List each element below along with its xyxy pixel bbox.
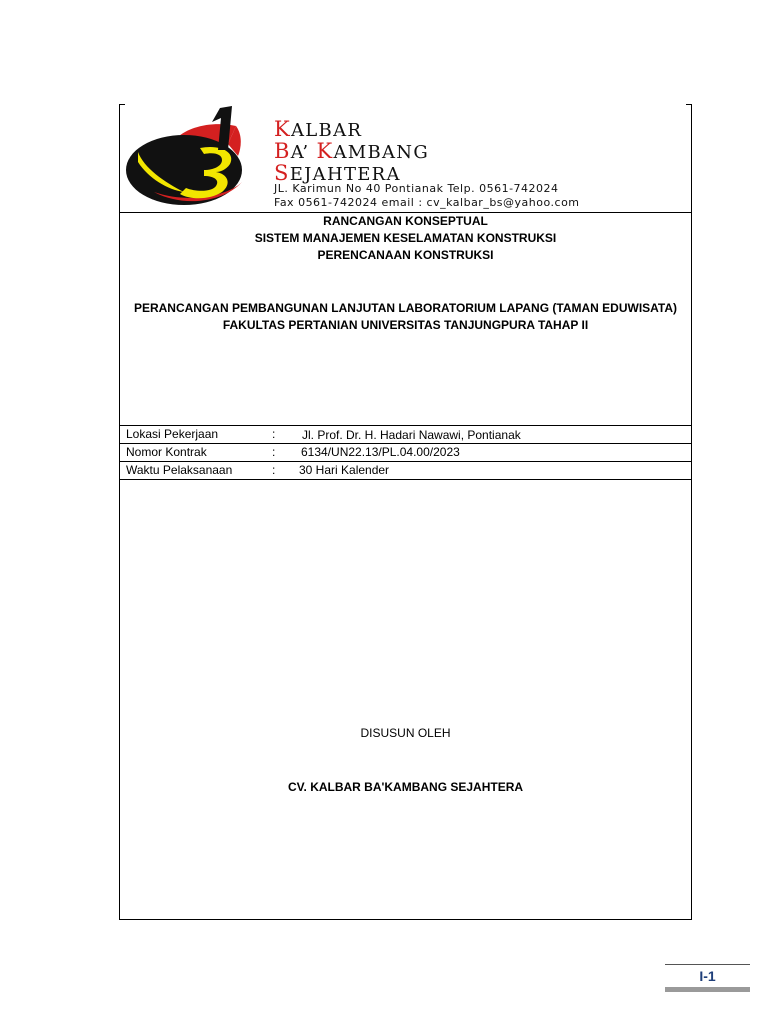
info-value: 30 Hari Kalender <box>299 463 390 477</box>
preparer-company-name: CV. KALBAR BA'KAMBANG SEJAHTERA <box>287 780 524 794</box>
page-number-box <box>665 964 750 992</box>
info-row-location <box>120 426 691 444</box>
document-title-block <box>120 213 691 264</box>
page-number: I-1 <box>699 968 716 984</box>
info-separator: : <box>272 463 276 477</box>
document-subtitle-2: PERENCANAAN KONSTRUKSI <box>317 248 494 262</box>
project-title-block <box>120 300 691 334</box>
info-label: Lokasi Pekerjaan <box>126 427 219 441</box>
document-title: RANCANGAN KONSEPTUAL <box>323 214 488 228</box>
info-label: Nomor Kontrak <box>126 445 207 459</box>
project-title: PERANCANGAN PEMBANGUNAN LANJUTAN LABORATORIUM LAPANG (TAMAN EDUWISATA) <box>133 301 678 315</box>
contact-line: Fax 0561-742024 email : cv_kalbar_bs@yahoo.com <box>274 196 580 209</box>
info-separator: : <box>272 427 276 441</box>
info-row-duration <box>120 462 691 480</box>
logotype-line-2: BA’ KAMBANG <box>274 139 430 163</box>
letterhead <box>120 104 691 213</box>
project-faculty: FAKULTAS PERTANIAN UNIVERSITAS TANJUNGPURA TAHAP II <box>222 318 589 332</box>
logotype-line-3: SEJAHTERA <box>274 161 401 185</box>
project-info-table <box>120 425 691 480</box>
page-number-rule <box>665 964 750 965</box>
info-value: Jl. Prof. Dr. H. Hadari Nawawi, Pontianak <box>302 428 521 442</box>
info-separator: : <box>272 445 276 459</box>
info-label: Waktu Pelaksanaan <box>126 463 233 477</box>
address-line: JL. Karimun No 40 Pontianak Telp. 0561-742024 <box>274 182 559 195</box>
company-address <box>274 182 580 210</box>
info-value: 6134/UN22.13/PL.04.00/2023 <box>301 445 460 459</box>
logotype-line-1: KALBAR <box>274 117 363 141</box>
prepared-by-label: DISUSUN OLEH <box>360 726 451 740</box>
info-row-contract <box>120 444 691 462</box>
page-number-bar <box>665 987 750 992</box>
cover-frame <box>119 104 692 920</box>
company-name-logotype <box>274 119 429 185</box>
document-subtitle: SISTEM MANAJEMEN KESELAMATAN KONSTRUKSI <box>254 231 557 245</box>
company-logo <box>124 104 274 210</box>
